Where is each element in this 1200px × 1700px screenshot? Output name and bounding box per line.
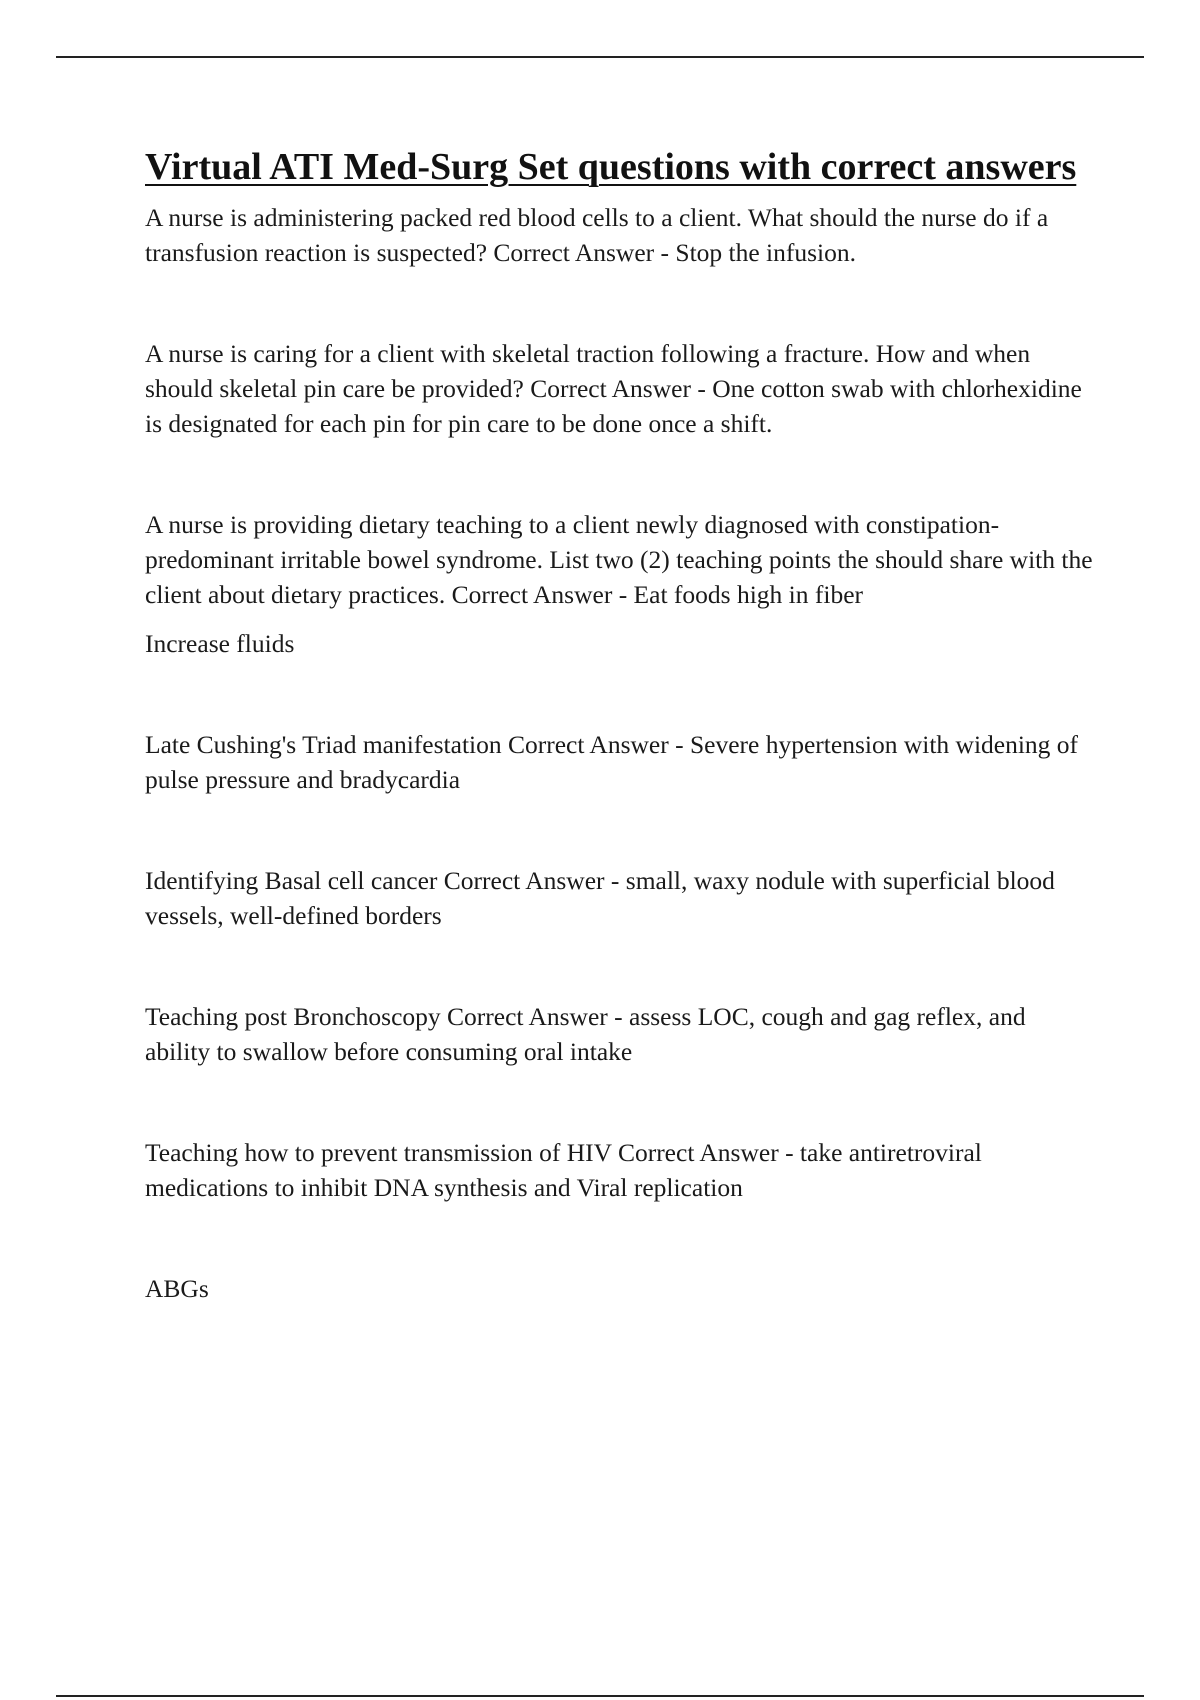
document-body xyxy=(145,142,1095,1306)
qa-ibs-dietary-teaching: A nurse is providing dietary teaching to a client newly diagnosed with constipation-predominant irritable bowel syndrome. List two (2) teaching points the should share with the client about dietary practices. Correct Answer - Eat foods high in fiber xyxy=(145,510,1093,609)
qa-transfusion-reaction: A nurse is administering packed red blood cells to a client. What should the nurse do if a transfusion reaction is suspected? Correct Answer - Stop the infusion. xyxy=(145,203,1049,267)
qa-basal-cell-cancer: Identifying Basal cell cancer Correct Answer - small, waxy nodule with superficial blood vessels, well-defined borders xyxy=(145,866,1055,930)
qa-hiv-transmission: Teaching how to prevent transmission of HIV Correct Answer - take antiretroviral medications to inhibit DNA synthesis and Viral replication xyxy=(145,1138,982,1202)
qa-post-bronchoscopy: Teaching post Bronchoscopy Correct Answer - assess LOC, cough and gag reflex, and ability to swallow before consuming oral intake xyxy=(145,1002,1026,1066)
qa-ibs-increase-fluids: Increase fluids xyxy=(145,629,295,658)
qa-skeletal-pin-care: A nurse is caring for a client with skeletal traction following a fracture. How and when should skeletal pin care be provided? Correct Answer - One cotton swab with chlorhexidine is designated for each pin for pin care to be done once a shift. xyxy=(145,339,1082,438)
qa-cushings-triad: Late Cushing's Triad manifestation Correct Answer - Severe hypertension with widening of pulse pressure and bradycardia xyxy=(145,730,1079,794)
abgs-heading: ABGs xyxy=(145,1274,209,1303)
bottom-divider xyxy=(56,1695,1144,1697)
top-divider xyxy=(56,56,1144,58)
document-title: Virtual ATI Med-Surg Set questions with correct answers xyxy=(145,146,1077,188)
